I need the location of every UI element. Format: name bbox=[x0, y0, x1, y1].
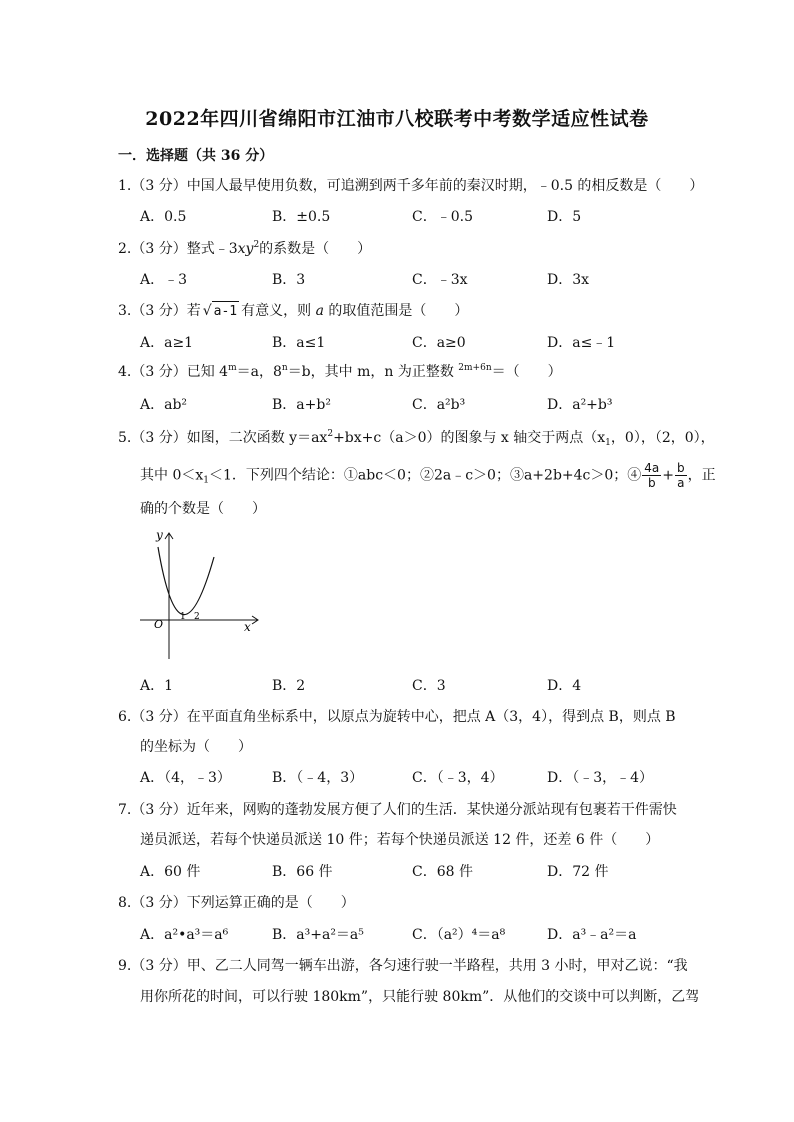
square-root-expression: √ a-1 bbox=[203, 301, 239, 322]
question-1-text: 1.（3 分）中国人最早使用负数，可追溯到两千多年前的秦汉时期，﹣0.5 的相反数是（ ） bbox=[118, 178, 704, 194]
q7-option-d: D．72 件 bbox=[547, 864, 609, 880]
q2-option-b: B．3 bbox=[272, 272, 306, 288]
q2-option-a: A．﹣3 bbox=[140, 272, 188, 288]
question-4-text: 4.（3 分）已知 $4^m=a$，$8^n=b$，其中 m，n 为正整数 $^{2m+6n}$＝（ ） bbox=[118, 363, 562, 380]
question-9-line-1: 9.（3 分）甲、乙二人同驾一辆车出游，各匀速行驶一半路程，共用 3 小时，甲对乙说：“我 bbox=[118, 958, 688, 974]
question-3-text: 3.（3 分）若 √ a-1 有意义，则 a 的取值范围是（ ） bbox=[118, 301, 468, 322]
q5-option-c: C．3 bbox=[412, 678, 446, 694]
q8-option-a: A．a²•a³＝a⁶ bbox=[140, 927, 229, 943]
question-5-line-3: 确的个数是（ ） bbox=[140, 501, 266, 517]
question-9-line-2: 用你所花的时间，可以行驶 180km”，只能行驶 80km”．从他们的交谈中可以判断，乙驾 bbox=[140, 989, 700, 1005]
q5-option-d: D．4 bbox=[547, 678, 582, 694]
q4-option-d: D．a²+b³ bbox=[547, 397, 613, 413]
q3-option-c: C．a≥0 bbox=[412, 335, 466, 351]
q3-option-a: A．a≥1 bbox=[140, 335, 194, 351]
x-axis-label: x bbox=[244, 620, 251, 634]
page-title: 2022年四川省绵阳市江油市八校联考中考数学适应性试卷 bbox=[145, 108, 649, 130]
parabola-curve bbox=[158, 547, 214, 615]
q4-option-a: A．ab² bbox=[140, 397, 188, 413]
q4-option-c: C．a²b³ bbox=[412, 397, 466, 413]
q8-option-d: D．a³﹣a²＝a bbox=[547, 927, 637, 943]
question-7-line-1: 7.（3 分）近年来，网购的蓬勃发展方便了人们的生活．某快递分派站现有包裹若干件需快 bbox=[118, 802, 677, 818]
tick-label-1: 1 bbox=[180, 612, 186, 622]
q1-option-d: D．5 bbox=[547, 209, 582, 225]
question-6-line-1: 6.（3 分）在平面直角坐标系中，以原点为旋转中心，把点 A（3，4），得到点 B，则点 B bbox=[118, 709, 676, 725]
q7-option-b: B．66 件 bbox=[272, 864, 333, 880]
q6-option-c: C．（﹣3，4） bbox=[412, 770, 504, 786]
question-7-line-2: 递员派送，若每个快递员派送 10 件；若每个快递员派送 12 件，还差 6 件（ ） bbox=[140, 832, 660, 848]
question-5-line-1: 5.（3 分）如图，二次函数 $y=ax^2+bx+c(a>0)$的图象与 x 轴交于两点（$x_1$，0），（2，0）， bbox=[118, 429, 715, 448]
q6-option-b: B．（﹣4，3） bbox=[272, 770, 364, 786]
q6-option-d: D．（﹣3，﹣4） bbox=[547, 770, 654, 786]
question-5-line-2: 其中 $0<x_1<1$．下列四个结论：①abc＜0；②2a﹣c＞0；③a+2b+4c＞0；④ $\frac{4a}{b}$ + $\frac{b}{a}$ ，正 bbox=[140, 461, 716, 490]
q8-option-c: C．（a²）⁴＝a⁸ bbox=[412, 927, 506, 943]
y-axis-label: y bbox=[156, 528, 163, 542]
q8-option-b: B．a³+a²＝a⁵ bbox=[272, 927, 364, 943]
section-heading: 一．选择题（共 36 分） bbox=[118, 148, 274, 164]
q7-option-c: C．68 件 bbox=[412, 864, 473, 880]
q6-option-a: A．（4，﹣3） bbox=[140, 770, 231, 786]
parabola-graph bbox=[136, 527, 266, 662]
q1-option-c: C．﹣0.5 bbox=[412, 209, 473, 225]
question-6-line-2: 的坐标为（ ） bbox=[140, 739, 252, 755]
q1-option-a: A．0.5 bbox=[140, 209, 187, 225]
fraction-b-over-a: $\frac{b}{a}$ bbox=[677, 461, 685, 490]
fraction-4a-over-b: $\frac{4a}{b}$ bbox=[644, 461, 660, 490]
q1-option-b: B．±0.5 bbox=[272, 209, 331, 225]
q5-option-b: B．2 bbox=[272, 678, 306, 694]
q2-option-d: D．3x bbox=[547, 272, 590, 288]
question-2-text: 2.（3 分）整式$﹣3xy^2$的系数是（ ） bbox=[118, 240, 372, 257]
q2-option-c: C．﹣3x bbox=[412, 272, 468, 288]
q7-option-a: A．60 件 bbox=[140, 864, 201, 880]
q4-option-b: B．a+b² bbox=[272, 397, 331, 413]
tick-label-2: 2 bbox=[194, 612, 200, 622]
q5-option-a: A．1 bbox=[140, 678, 174, 694]
q3-option-b: B．a≤1 bbox=[272, 335, 326, 351]
q3-option-d: D．a≤﹣1 bbox=[547, 335, 616, 351]
origin-label: O bbox=[154, 618, 164, 631]
question-8-text: 8.（3 分）下列运算正确的是（ ） bbox=[118, 895, 355, 911]
